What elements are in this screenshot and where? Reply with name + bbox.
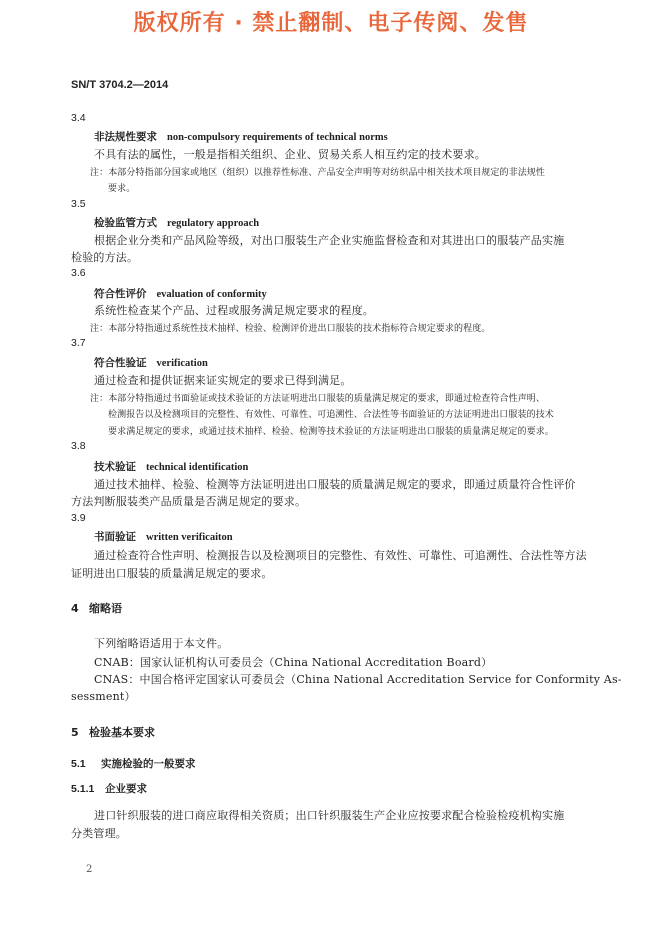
section-paragraph: 进口针织服装的进口商应取得相关资质；出口针织服装生产企业应按要求配合检验检疫机构实施 xyxy=(94,809,565,822)
term-zh: 非法规性要求 xyxy=(94,131,157,143)
abbreviation-item: sessment） xyxy=(71,690,136,703)
section-number: 5 xyxy=(71,726,79,739)
subsection-number: 5.1 xyxy=(71,758,86,770)
term-note: 要求。 xyxy=(108,184,136,194)
term-definition: 通过检查符合性声明、检测报告以及检测项目的完整性、有效性、可靠性、可追溯性、合法性等方法 xyxy=(94,549,587,562)
term-note: 注：本部分特指通过书面验证或技术验证的方法证明进出口服装的质量满足规定的要求，即通过检查符合性声明、 xyxy=(90,394,546,404)
term-definition: 检验的方法。 xyxy=(71,251,139,264)
subsubsection-title: 企业要求 xyxy=(105,783,147,795)
term-number: 3.7 xyxy=(71,337,86,349)
term-number: 3.6 xyxy=(71,267,86,279)
term-zh: 符合性评价 xyxy=(94,288,147,300)
term-number: 3.8 xyxy=(71,440,86,452)
term-note: 检测报告以及检测项目的完整性、有效性、可靠性、可追溯性、合法性等书面验证的方法证明进出口服装的技术 xyxy=(108,410,554,420)
term-en: evaluation of conformity xyxy=(156,289,267,300)
subsubsection-number: 5.1.1 xyxy=(71,783,95,795)
term-note: 注：本部分特指通过系统性技术抽样、检验、检测评价进出口服装的技术指标符合规定要求的程度。 xyxy=(90,324,491,334)
term-zh: 检验监管方式 xyxy=(94,217,157,229)
abbreviation-item: CNAB：国家认证机构认可委员会（China National Accreditation Board） xyxy=(94,656,493,669)
term-zh: 符合性验证 xyxy=(94,357,147,369)
term-en: verification xyxy=(156,358,208,369)
abbreviation-item: CNAS：中国合格评定国家认可委员会（China National Accreditation Service for Conformity As- xyxy=(94,673,622,686)
term-title xyxy=(94,459,248,474)
term-definition: 系统性检查某个产品、过程或服务满足规定要求的程度。 xyxy=(94,304,374,317)
term-definition: 不具有法的属性，一般是指相关组织、企业、贸易关系人相互约定的技术要求。 xyxy=(94,148,486,161)
section-number: 4 xyxy=(71,602,79,615)
term-number: 3.9 xyxy=(71,512,86,524)
section-title: 检验基本要求 xyxy=(89,726,155,739)
term-title xyxy=(94,215,259,230)
term-definition: 方法判断服装类产品质量是否满足规定的要求。 xyxy=(71,495,307,508)
subsubsection-heading xyxy=(71,781,147,796)
term-note: 要求满足规定的要求，或通过技术抽样、检验、检测等技术验证的方法证明进出口服装的质量满足规定的要求。 xyxy=(108,427,554,437)
standard-number: SN/T 3704.2—2014 xyxy=(71,79,169,91)
term-note: 注：本部分特指部分国家或地区（组织）以推荐性标准、产品安全声明等对纺织品中相关技术项目规定的非法规性 xyxy=(90,168,546,178)
term-number: 3.5 xyxy=(71,198,86,210)
term-title xyxy=(94,129,388,144)
section-heading xyxy=(71,600,122,616)
term-zh: 书面验证 xyxy=(94,531,136,543)
subsection-title: 实施检验的一般要求 xyxy=(101,758,196,770)
term-en: regulatory approach xyxy=(167,218,260,229)
term-en: non-compulsory requirements of technical norms xyxy=(167,132,388,143)
section-heading xyxy=(71,724,155,740)
term-title xyxy=(94,529,233,544)
term-zh: 技术验证 xyxy=(94,461,136,473)
section-title: 缩略语 xyxy=(89,602,122,615)
term-definition: 根据企业分类和产品风险等级，对出口服装生产企业实施监督检查和对其进出口的服装产品实施 xyxy=(94,234,565,247)
term-definition: 通过技术抽样、检验、检测等方法证明进出口服装的质量满足规定的要求，即通过质量符合性评价 xyxy=(94,478,576,491)
term-definition: 证明进出口服装的质量满足规定的要求。 xyxy=(71,567,273,580)
page-number: 2 xyxy=(86,864,93,875)
term-en: written verificaiton xyxy=(146,532,233,543)
section-paragraph: 分类管理。 xyxy=(71,827,127,840)
copyright-banner: 版权所有 · 禁止翻制、电子传阅、发售 xyxy=(133,11,529,36)
section-paragraph: 下列缩略语适用于本文件。 xyxy=(94,637,229,650)
term-definition: 通过检查和提供证据来证实规定的要求已得到满足。 xyxy=(94,374,352,387)
term-title xyxy=(94,355,208,370)
term-number: 3.4 xyxy=(71,112,86,124)
subsection-heading xyxy=(71,756,196,771)
term-en: technical identification xyxy=(146,462,249,473)
term-title xyxy=(94,286,267,301)
